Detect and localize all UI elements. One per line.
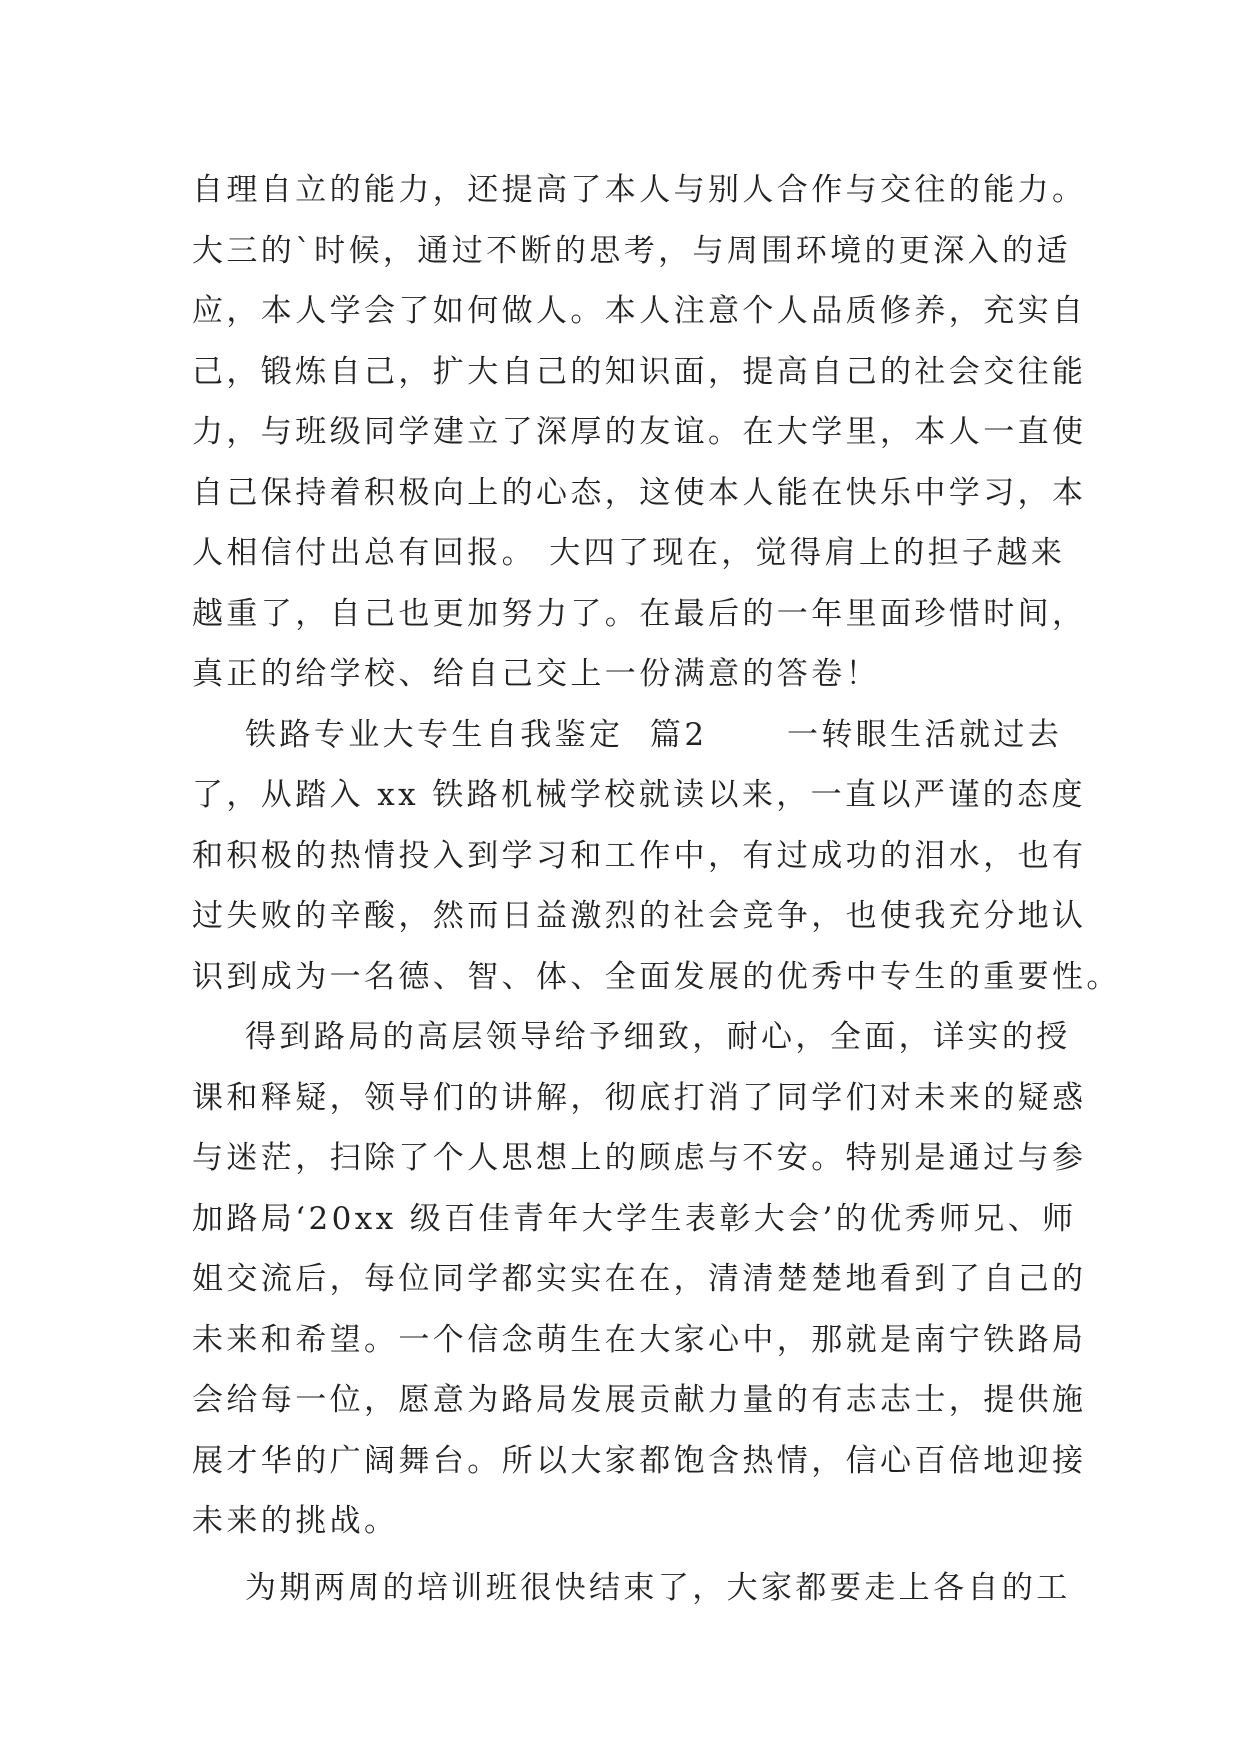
text-line: 和积极的热情投入到学习和工作中，有过成功的泪水，也有 [192, 837, 1087, 874]
paragraph-start-line: 得到路局的高层领导给予细致，耐心，全面，详实的授 [192, 1019, 1071, 1055]
text-line: 加路局‘20xx 级百佳青年大学生表彰大会’的优秀师兄、师 [192, 1200, 1077, 1237]
document-body [192, 160, 1121, 1618]
text-line: 过失败的辛酸，然而日益激烈的社会竞争，也使我充分地认 [192, 898, 1087, 934]
text-line: 自理自立的能力，还提高了本人与别人合作与交往的能力。 [192, 172, 1087, 208]
text-line: 大三的`时候，通过不断的思考，与周围环境的更深入的适 [192, 232, 1071, 269]
section-heading-line: 铁路专业大专生自我鉴定 篇2 一转眼生活就过去 [192, 716, 1063, 753]
text-line: 与迷茫，扫除了个人思想上的顾虑与不安。特别是通过与参 [192, 1140, 1087, 1176]
text-line: 展才华的广阔舞台。所以大家都饱含热情，信心百倍地迎接 [192, 1442, 1087, 1479]
text-line: 力，与班级同学建立了深厚的友谊。在大学里，本人一直使 [192, 414, 1087, 450]
text-line: 越重了，自己也更加努力了。在最后的一年里面珍惜时间， [192, 595, 1087, 632]
text-line: 人相信付出总有回报。 大四了现在，觉得肩上的担子越来 [192, 535, 1066, 571]
text-line: 识到成为一名德、智、体、全面发展的优秀中专生的重要性。 [192, 958, 1121, 995]
text-line: 未来和希望。一个信念萌生在大家心中，那就是南宁铁路局 [192, 1321, 1087, 1358]
text-line: 自己保持着积极向上的心态，这使本人能在快乐中学习，本 [192, 474, 1087, 511]
text-line: 姐交流后，每位同学都实实在在，清清楚楚地看到了自己的 [192, 1261, 1087, 1297]
text-line: 会给每一位，愿意为路局发展贡献力量的有志志士，提供施 [192, 1382, 1087, 1418]
text-line: 真正的给学校、给自己交上一份满意的答卷！ [192, 656, 880, 692]
text-line: 应，本人学会了如何做人。本人注意个人品质修养，充实自 [192, 293, 1087, 329]
text-line: 课和释疑，领导们的讲解，彻底打消了同学们对未来的疑惑 [192, 1079, 1087, 1116]
paragraph-start-line: 为期两周的培训班很快结束了，大家都要走上各自的工 [192, 1569, 1071, 1606]
text-line: 未来的挑战。 [192, 1503, 399, 1539]
text-line: 了，从踏入 xx 铁路机械学校就读以来，一直以严谨的态度 [192, 777, 1086, 813]
text-line: 己，锻炼自己，扩大自己的知识面，提高自己的社会交往能 [192, 353, 1087, 390]
